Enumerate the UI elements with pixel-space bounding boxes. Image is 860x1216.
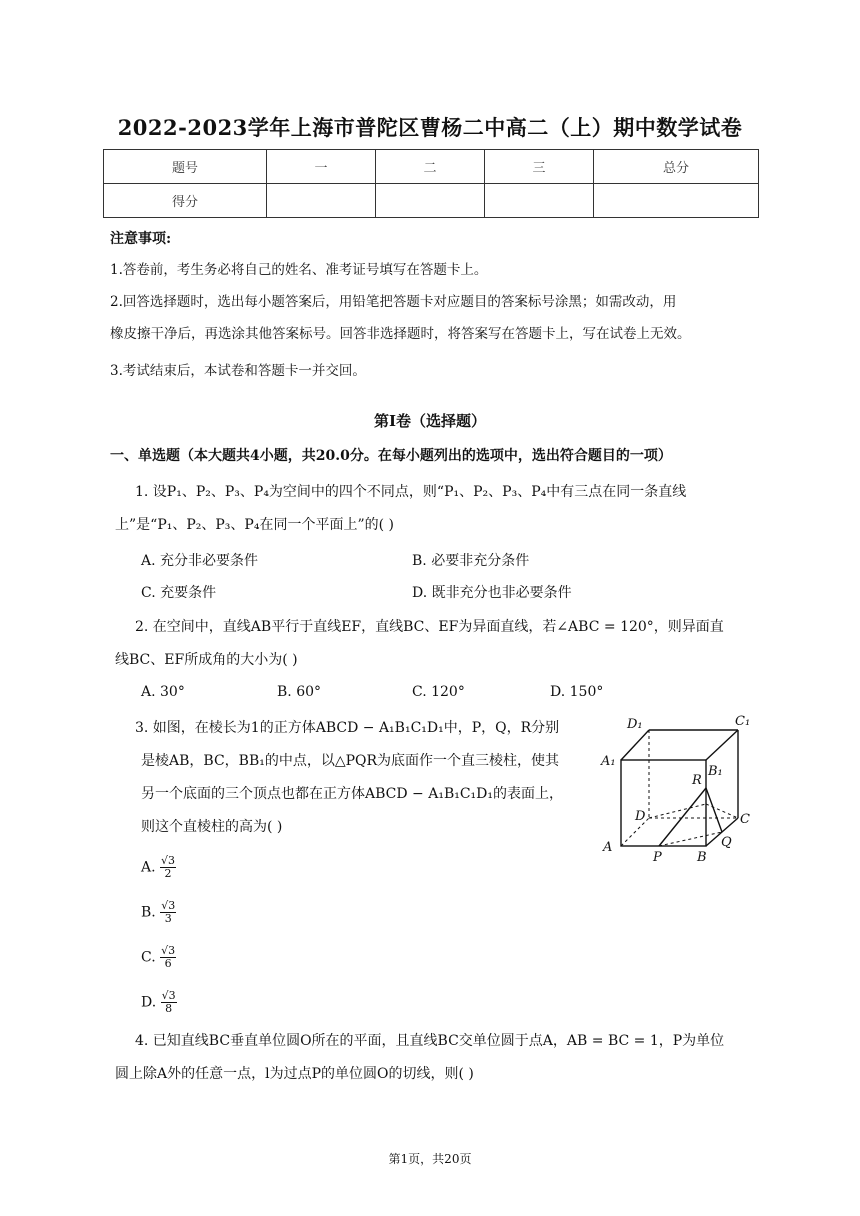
cube-edge	[621, 730, 649, 760]
notice-item: 2.回答选择题时，选出每小题答案后，用铅笔把答题卡对应题目的答案标号涂黑；如需改动，用	[110, 294, 677, 310]
label-d: D	[635, 809, 646, 824]
question-3-option-b	[141, 900, 176, 925]
notice-item: 1.答卷前，考生务必将自己的姓名、准考证号填写在答题卡上。	[110, 262, 488, 278]
score-header-cell: 题号	[104, 150, 267, 184]
fraction	[160, 855, 176, 880]
question-2-line: 线BC、EF所成角的大小为( )	[115, 652, 298, 668]
question-1-line: 1. 设P₁、P₂、P₃、P₄为空间中的四个不同点，则“P₁、P₂、P₃、P₄中有三点在同一条直线	[135, 484, 687, 500]
option-label: D.	[141, 994, 157, 1011]
triangle-edge-pr	[659, 788, 706, 846]
cube-edge	[706, 730, 738, 760]
question-1-option-a: A. 充分非必要条件	[141, 553, 259, 569]
exam-title: 2022-2023学年上海市普陀区曹杨二中高二（上）期中数学试卷	[117, 115, 743, 140]
score-header-cell: 三	[485, 150, 594, 184]
score-cell	[594, 184, 759, 218]
question-3-line: 3. 如图，在棱长为1的正方体ABCD − A₁B₁C₁D₁中，P，Q，R分别	[135, 720, 560, 736]
question-3-option-a	[141, 855, 176, 880]
notice-item: 橡皮擦干净后，再选涂其他答案标号。回答非选择题时，将答案写在答题卡上，写在试卷上无效。	[110, 326, 691, 342]
option-label: A.	[141, 859, 156, 876]
question-2-option-b: B. 60°	[277, 684, 322, 700]
question-1-line: 上”是“P₁、P₂、P₃、P₄在同一个平面上”的( )	[115, 517, 394, 533]
question-1-option-d: D. 既非充分也非必要条件	[412, 585, 572, 601]
label-c1: C₁	[735, 714, 751, 729]
part-title: 一、单选题（本大题共4小题，共20.0分。在每小题列出的选项中，选出符合题目的一项）	[110, 448, 672, 464]
fraction	[161, 990, 177, 1015]
prism-hidden-edge	[706, 804, 738, 818]
question-2-option-a: A. 30°	[141, 684, 185, 700]
score-table-header-row	[104, 150, 759, 184]
fraction	[160, 945, 176, 970]
question-2-line: 2. 在空间中，直线AB平行于直线EF，直线BC、EF为异面直线，若∠ABC = 120°，则异面直	[135, 619, 724, 635]
option-label: C.	[141, 949, 156, 966]
fraction-denominator: 3	[164, 912, 172, 925]
score-header-cell: 二	[376, 150, 485, 184]
score-table-score-row	[104, 184, 759, 218]
score-cell	[376, 184, 485, 218]
score-header-cell: 总分	[594, 150, 759, 184]
question-3-option-d	[141, 990, 177, 1015]
score-cell	[485, 184, 594, 218]
question-3-line: 是棱AB，BC，BB₁的中点，以△PQR为底面作一个直三棱柱，使其	[141, 753, 560, 769]
label-b1: B₁	[708, 764, 723, 779]
label-a: A	[603, 840, 613, 855]
label-q: Q	[721, 835, 732, 850]
label-d1: D₁	[627, 717, 643, 732]
question-3-line: 则这个直棱柱的高为( )	[141, 819, 283, 835]
label-a1: A₁	[601, 754, 616, 769]
page-footer: 第1页，共20页	[388, 1152, 472, 1166]
cube-figure	[597, 712, 757, 870]
prism-hidden-edge	[649, 804, 706, 818]
label-c: C	[740, 812, 750, 827]
question-2-option-c: C. 120°	[412, 684, 465, 700]
notice-title: 注意事项:	[110, 231, 172, 247]
label-p: P	[653, 850, 662, 865]
section-title: 第I卷（选择题）	[373, 412, 487, 430]
notice-item: 3.考试结束后，本试卷和答题卡一并交回。	[110, 363, 366, 379]
fraction-denominator: 2	[164, 867, 172, 880]
fraction-denominator: 6	[164, 957, 172, 970]
score-table	[103, 149, 759, 218]
score-row-label: 得分	[104, 184, 267, 218]
label-b: B	[697, 850, 707, 865]
question-1-option-b: B. 必要非充分条件	[412, 553, 530, 569]
fraction-numerator: √3	[161, 854, 176, 867]
question-4-line: 圆上除A外的任意一点，l为过点P的单位圆O的切线，则( )	[115, 1066, 474, 1082]
fraction-numerator: √3	[161, 944, 176, 957]
fraction-numerator: √3	[161, 899, 176, 912]
question-3-option-c	[141, 945, 176, 970]
question-2-option-d: D. 150°	[550, 684, 604, 700]
question-1-option-c: C. 充要条件	[141, 585, 217, 601]
score-header-cell: 一	[267, 150, 376, 184]
label-r: R	[692, 773, 702, 788]
option-label: B.	[141, 904, 156, 921]
fraction-numerator: √3	[161, 989, 176, 1002]
fraction	[160, 900, 176, 925]
question-4-line: 4. 已知直线BC垂直单位圆O所在的平面，且直线BC交单位圆于点A，AB = BC = 1，P为单位	[135, 1033, 725, 1049]
question-3-line: 另一个底面的三个顶点也都在正方体ABCD − A₁B₁C₁D₁的表面上，	[141, 786, 564, 802]
score-cell	[267, 184, 376, 218]
fraction-denominator: 8	[165, 1002, 173, 1015]
